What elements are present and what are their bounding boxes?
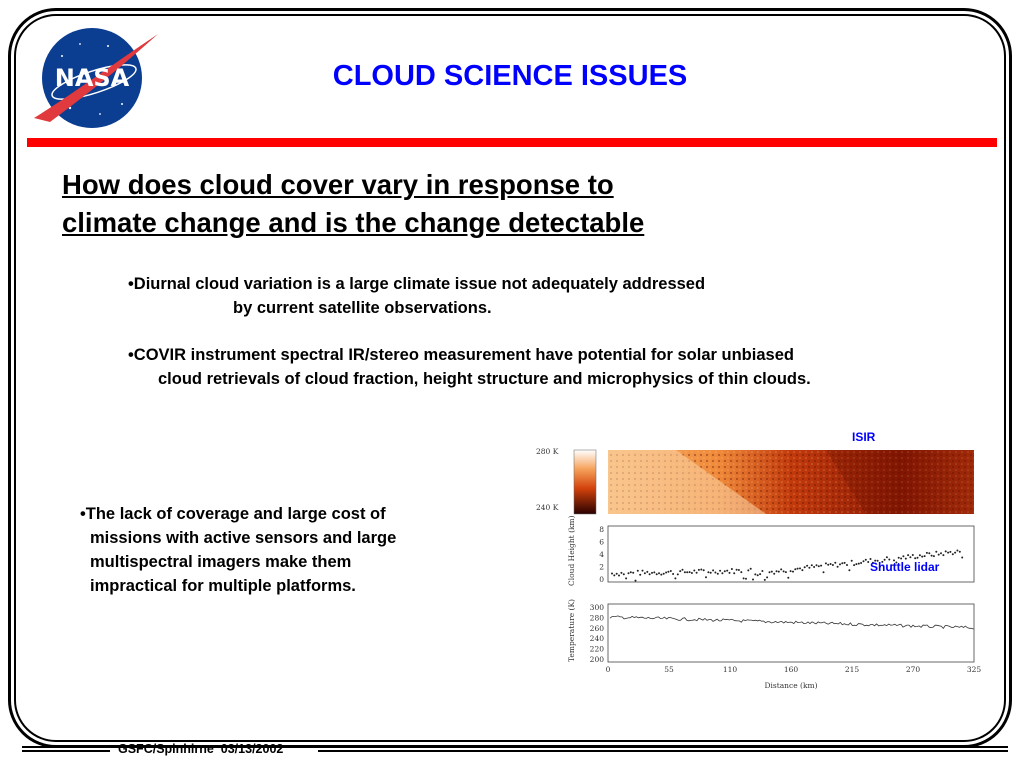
distance-tick-label: 0 <box>605 665 611 674</box>
cloud-height-point <box>714 572 716 574</box>
cloud-height-point <box>938 554 940 556</box>
cloud-height-point <box>679 570 681 572</box>
cloud-height-point <box>620 572 622 574</box>
cloud-height-point <box>674 577 676 579</box>
cloud-height-point <box>841 562 843 564</box>
cloud-height-point <box>736 569 738 571</box>
distance-tick-label: 110 <box>722 665 738 674</box>
cloud-height-tick-label: 6 <box>599 537 604 547</box>
bullet-line: cloud retrievals of cloud fraction, height structure and microphysics of thin clouds. <box>158 370 811 388</box>
temperature-tick-label: 260 <box>589 623 604 633</box>
question-line-1: How does cloud cover vary in response to <box>62 169 614 200</box>
cloud-height-point <box>642 570 644 572</box>
cloud-height-point <box>733 572 735 574</box>
cloud-height-point <box>961 557 963 559</box>
cloud-height-point <box>721 572 723 574</box>
cloud-height-point <box>769 571 771 573</box>
cloud-height-point <box>855 563 857 565</box>
cloud-height-point <box>778 571 780 573</box>
cloud-height-point <box>651 572 653 574</box>
cloud-height-point <box>886 556 888 558</box>
temperature-tick-label: 240 <box>589 634 604 644</box>
cloud-height-point <box>865 559 867 561</box>
cloud-height-point <box>917 557 919 559</box>
cloud-height-point <box>726 570 728 572</box>
footer-rule-left <box>22 746 110 754</box>
bullet-line: by current satellite observations. <box>233 299 492 317</box>
cloud-height-point <box>677 573 679 575</box>
cloud-height-point <box>700 569 702 571</box>
cloud-height-point <box>945 550 947 552</box>
cloud-height-point <box>935 551 937 553</box>
cloud-height-point <box>931 555 933 557</box>
cloud-height-point <box>851 560 853 562</box>
cloud-height-point <box>844 562 846 564</box>
cloud-height-point <box>667 571 669 573</box>
cloud-height-point <box>863 560 865 562</box>
colorbar-bottom-label: 240 K <box>536 503 559 512</box>
cloud-height-point <box>625 577 627 579</box>
cloud-height-point <box>806 565 808 567</box>
cloud-height-point <box>825 562 827 564</box>
cloud-height-point <box>949 551 951 553</box>
cloud-height-point <box>820 565 822 567</box>
distance-tick-label: 270 <box>905 665 921 674</box>
cloud-height-point <box>724 570 726 572</box>
cloud-height-point <box>759 573 761 575</box>
page-title: CLOUD SCIENCE ISSUES <box>332 60 688 92</box>
distance-tick-label: 325 <box>966 665 982 674</box>
cloud-height-point <box>811 564 813 566</box>
cloud-height-point <box>853 564 855 566</box>
cloud-height-point <box>954 552 956 554</box>
cloud-height-point <box>754 573 756 575</box>
cloud-height-point <box>848 569 850 571</box>
cloud-height-point <box>750 568 752 570</box>
cloud-height-point <box>710 572 712 574</box>
cloud-height-point <box>623 573 625 575</box>
cloud-height-point <box>752 579 754 581</box>
cloud-height-point <box>858 563 860 565</box>
cloud-height-point <box>790 570 792 572</box>
cloud-height-point <box>672 573 674 575</box>
cloud-height-point <box>834 562 836 564</box>
cloud-height-point <box>797 568 799 570</box>
temperature-tick-label: 200 <box>589 655 604 664</box>
cloud-height-point <box>682 569 684 571</box>
cloud-height-point <box>658 572 660 574</box>
cloud-height-point <box>745 578 747 580</box>
cloud-height-point <box>940 552 942 554</box>
cloud-height-point <box>787 577 789 579</box>
cloud-height-point <box>766 576 768 578</box>
cloud-height-point <box>780 568 782 570</box>
cloud-height-point <box>616 573 618 575</box>
cloud-height-point <box>665 572 667 574</box>
cloud-height-point <box>761 570 763 572</box>
question-line-2: climate change and is the change detectable <box>62 207 645 238</box>
cloud-height-point <box>823 571 825 573</box>
cloud-height-point <box>705 576 707 578</box>
cloud-height-point <box>773 573 775 575</box>
cloud-height-point <box>947 552 949 554</box>
temperature-tick-label: 220 <box>589 644 604 654</box>
cloud-height-point <box>684 571 686 573</box>
cloud-height-tick-label: 4 <box>599 550 604 559</box>
cloud-height-point <box>731 568 733 570</box>
bullet-diurnal <box>128 272 928 320</box>
cloud-height-point <box>832 564 834 566</box>
cloud-height-point <box>712 569 714 571</box>
cloud-height-point <box>776 570 778 572</box>
cloud-height-point <box>921 556 923 558</box>
nasa-logo <box>30 26 160 130</box>
cloud-height-point <box>757 574 759 576</box>
cloud-height-point <box>830 563 832 565</box>
cloud-height-point <box>783 570 785 572</box>
cloud-height-point <box>909 556 911 558</box>
distance-tick-label: 55 <box>664 665 674 674</box>
cloud-height-point <box>729 572 731 574</box>
temperature-ylabel: Temperature (K) <box>567 599 576 662</box>
cloud-height-point <box>942 554 944 556</box>
isir-label: ISIR <box>852 430 876 444</box>
cloud-height-point <box>902 555 904 557</box>
cloud-height-point <box>912 554 914 556</box>
cloud-height-point <box>808 567 810 569</box>
cloud-height-point <box>663 573 665 575</box>
distance-tick-label: 215 <box>844 665 860 674</box>
cloud-height-point <box>738 569 740 571</box>
bullet-line: multispectral imagers make them <box>90 553 352 571</box>
cloud-height-point <box>919 554 921 556</box>
cloud-height-point <box>639 574 641 576</box>
cloud-height-point <box>644 572 646 574</box>
cloud-height-point <box>703 569 705 571</box>
colorbar <box>574 450 596 514</box>
bullet-covir <box>128 343 1008 391</box>
cloud-height-point <box>653 571 655 573</box>
cloud-height-point <box>867 561 869 563</box>
cloud-height-point <box>804 566 806 568</box>
nasa-logo-text: NASA <box>54 64 130 92</box>
cloud-height-point <box>646 571 648 573</box>
distance-xlabel: Distance (km) <box>764 681 818 690</box>
cloud-height-point <box>630 571 632 573</box>
cloud-height-point <box>689 571 691 573</box>
bullet-coverage <box>80 502 480 598</box>
cloud-height-tick-label: 2 <box>599 562 604 572</box>
cloud-height-point <box>747 569 749 571</box>
cloud-height-point <box>649 573 651 575</box>
cloud-height-point <box>660 574 662 576</box>
temperature-tick-label: 280 <box>589 613 604 623</box>
cloud-height-point <box>693 570 695 572</box>
cloud-height-point <box>837 566 839 568</box>
cloud-height-point <box>926 552 928 554</box>
cloud-height-point <box>686 571 688 573</box>
cloud-height-point <box>799 567 801 569</box>
cloud-height-point <box>794 568 796 570</box>
cloud-height-point <box>813 566 815 568</box>
cloud-height-point <box>632 572 634 574</box>
cloud-height-point <box>956 550 958 552</box>
cloud-height-point <box>914 557 916 559</box>
cloud-height-point <box>717 573 719 575</box>
cloud-height-tick-label: 0 <box>599 575 604 584</box>
cloud-height-point <box>839 563 841 565</box>
shuttle-lidar-label: Shuttle lidar <box>870 560 940 574</box>
footer-rule-right <box>318 746 1008 754</box>
cloud-height-ylabel: Cloud Height (km) <box>567 515 576 586</box>
colorbar-top-label: 280 K <box>536 447 559 456</box>
bullet-line: •Diurnal cloud variation is a large climate issue not adequately addressed <box>128 275 706 293</box>
distance-tick-label: 160 <box>783 665 799 674</box>
bullet-line: •COVIR instrument spectral IR/stereo measurement have potential for solar unbiased <box>128 346 794 364</box>
cloud-height-point <box>618 575 620 577</box>
cloud-height-point <box>613 574 615 576</box>
bullet-line: •The lack of coverage and large cost of <box>80 505 386 523</box>
cloud-height-point <box>959 551 961 553</box>
bullet-line: missions with active sensors and large <box>90 529 397 547</box>
cloud-height-point <box>928 552 930 554</box>
cloud-height-point <box>785 571 787 573</box>
cloud-height-point <box>952 553 954 555</box>
cloud-height-point <box>637 570 639 572</box>
cloud-height-point <box>792 571 794 573</box>
cloud-height-point <box>933 555 935 557</box>
cloud-height-point <box>801 569 803 571</box>
cloud-height-tick-label: 8 <box>599 525 604 534</box>
cloud-height-point <box>698 569 700 571</box>
cloud-height-point <box>898 557 900 559</box>
cloud-height-point <box>719 570 721 572</box>
bullet-line: impractical for multiple platforms. <box>90 577 356 595</box>
cloud-height-point <box>628 572 630 574</box>
cloud-height-point <box>740 571 742 573</box>
cloud-height-point <box>691 572 693 574</box>
cloud-height-point <box>924 555 926 557</box>
cloud-height-point <box>611 573 613 575</box>
cloud-height-point <box>907 554 909 556</box>
cloud-height-point <box>670 570 672 572</box>
cloud-height-point <box>827 564 829 566</box>
cloud-height-point <box>860 562 862 564</box>
title-divider <box>27 138 997 147</box>
cloud-height-point <box>818 565 820 567</box>
temperature-tick-label: 300 <box>589 603 604 612</box>
cloud-height-point <box>771 571 773 573</box>
cloud-height-point <box>656 573 658 575</box>
cloud-height-point <box>635 580 637 582</box>
cloud-height-point <box>816 564 818 566</box>
footer-credit: GSFC/Spinhirne 03/13/2002 <box>118 742 284 756</box>
cloud-height-point <box>707 571 709 573</box>
cloud-height-point <box>696 572 698 574</box>
temperature-panel <box>608 604 974 662</box>
cloud-height-point <box>764 579 766 581</box>
cloud-height-point <box>743 577 745 579</box>
main-question <box>62 166 822 242</box>
cloud-height-point <box>846 564 848 566</box>
isir-lidar-figure <box>526 430 992 696</box>
